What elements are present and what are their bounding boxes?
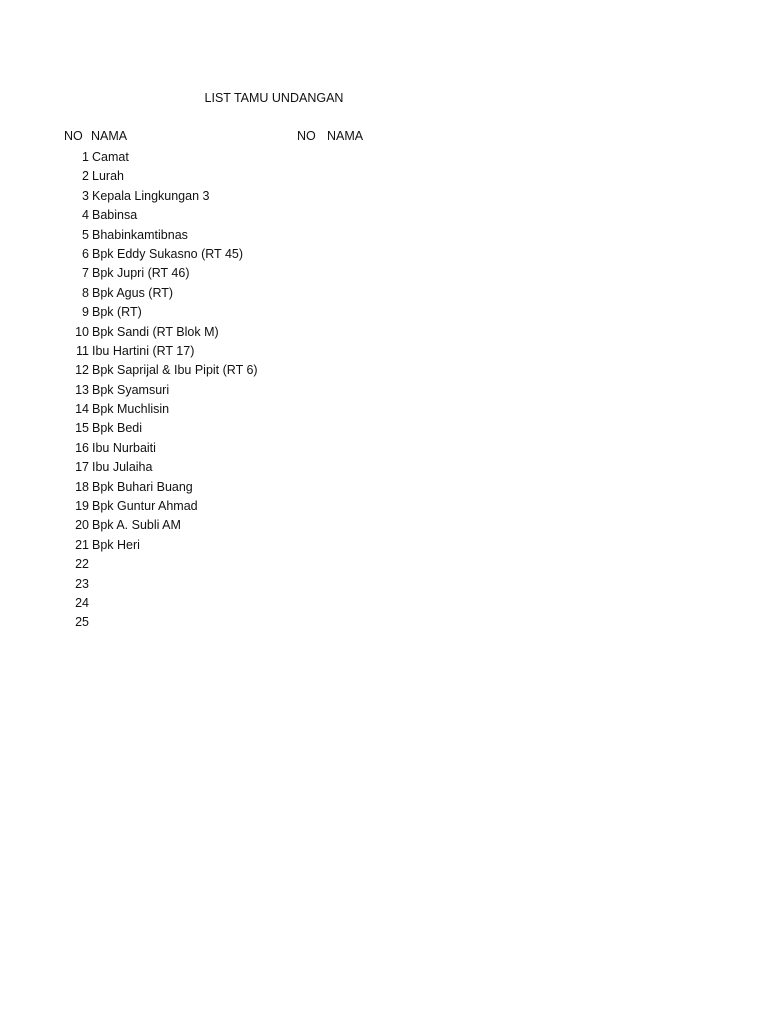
- guest-name: Bpk Bedi: [92, 421, 143, 436]
- guest-row: [0, 284, 400, 303]
- right-no-header: NO: [297, 129, 316, 143]
- guest-row: [0, 439, 400, 458]
- guest-number: 15: [75, 421, 89, 436]
- guest-number: 23: [75, 576, 89, 591]
- guest-row: [0, 516, 400, 535]
- guest-row: [0, 361, 400, 380]
- guest-number: 7: [82, 266, 89, 281]
- guest-number: 10: [75, 324, 89, 339]
- guest-number: 11: [76, 343, 89, 358]
- guest-number: 6: [82, 246, 89, 261]
- right-nama-header: NAMA: [327, 129, 364, 143]
- guest-row: [0, 575, 400, 594]
- guest-name: Bpk Heri: [92, 537, 140, 552]
- guest-name: Lurah: [92, 169, 124, 184]
- guest-name: Bpk (RT): [92, 305, 142, 320]
- guest-row: [0, 167, 400, 186]
- left-no-header: NO: [64, 129, 83, 143]
- guest-number: 5: [82, 227, 89, 242]
- guest-row: [0, 613, 400, 632]
- guest-row: [0, 264, 400, 283]
- guest-name: Bpk Agus (RT): [92, 285, 174, 300]
- guest-row: [0, 323, 400, 342]
- guest-number: 3: [82, 188, 89, 203]
- guest-name: Bpk Jupri (RT 46): [92, 266, 190, 281]
- guest-row: [0, 245, 400, 264]
- guest-number: 14: [75, 402, 89, 417]
- guest-name: Ibu Julaiha: [92, 460, 153, 475]
- guest-row: [0, 419, 400, 438]
- guest-list: [0, 148, 400, 633]
- guest-number: 17: [75, 460, 89, 475]
- guest-row: [0, 206, 400, 225]
- guest-name: Camat: [92, 150, 129, 164]
- guest-name: Ibu Hartini (RT 17): [92, 343, 195, 358]
- guest-name: Bpk Syamsuri: [92, 382, 170, 397]
- guest-name: Bpk A. Subli AM: [92, 518, 181, 533]
- guest-number: 2: [82, 169, 89, 184]
- guest-number: 22: [75, 557, 89, 572]
- guest-row: [0, 187, 400, 206]
- guest-name: Bpk Buhari Buang: [92, 479, 193, 494]
- guest-name: Kepala Lingkungan 3: [92, 188, 210, 203]
- guest-number: 20: [75, 518, 89, 533]
- guest-number: 13: [75, 382, 89, 397]
- guest-row: [0, 381, 400, 400]
- guest-row: [0, 303, 400, 322]
- guest-number: 25: [75, 615, 89, 630]
- guest-number: 4: [82, 208, 89, 223]
- guest-name: Bpk Muchlisin: [92, 402, 170, 417]
- guest-name: Babinsa: [92, 208, 138, 223]
- guest-row: [0, 594, 400, 613]
- guest-row: [0, 148, 400, 167]
- guest-row: [0, 226, 400, 245]
- guest-row: [0, 400, 400, 419]
- guest-name: Bpk Sandi (RT Blok M): [92, 324, 219, 339]
- guest-name: Bpk Eddy Sukasno (RT 45): [92, 246, 244, 261]
- guest-number: 8: [82, 285, 89, 300]
- guest-number: 12: [75, 363, 89, 378]
- guest-row: [0, 342, 400, 361]
- guest-number: 18: [75, 479, 89, 494]
- guest-name: Bhabinkamtibnas: [92, 227, 188, 242]
- guest-name: Bpk Guntur Ahmad: [92, 499, 198, 514]
- guest-number: 21: [75, 537, 89, 552]
- guest-name: Bpk Saprijal & Ibu Pipit (RT 6): [92, 363, 258, 378]
- guest-name: Ibu Nurbaiti: [92, 440, 156, 455]
- guest-number: 1: [82, 150, 89, 164]
- guest-row: [0, 478, 400, 497]
- guest-row: [0, 497, 400, 516]
- left-nama-header: NAMA: [91, 129, 128, 143]
- document-title: LIST TAMU UNDANGAN: [204, 91, 344, 105]
- guest-number: 9: [82, 305, 89, 320]
- guest-number: 24: [75, 595, 89, 610]
- guest-row: [0, 536, 400, 555]
- guest-number: 16: [75, 440, 89, 455]
- guest-row: [0, 458, 400, 477]
- guest-number: 19: [75, 499, 89, 514]
- guest-row: [0, 555, 400, 574]
